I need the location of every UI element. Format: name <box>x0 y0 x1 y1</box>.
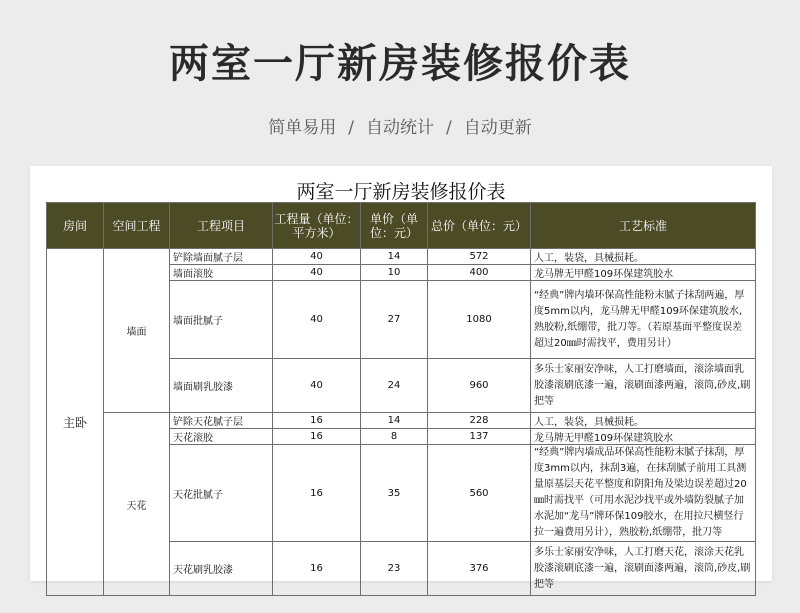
table-row <box>47 249 756 265</box>
item-cell: 墙面批腻子 <box>170 281 273 359</box>
standard-cell: “经典”牌内墙环保高性能粉末腻子抹刮两遍，厚度5mm以内，龙马牌无甲醛109环保建筑胶水,熟胶粉,纸绷带，批刀等。（若原基面平整度误差超过20㎜时需找平，费用另计） <box>531 281 756 359</box>
qty-cell: 40 <box>273 359 361 413</box>
standard-cell <box>531 445 756 542</box>
tag-separator: / <box>446 118 452 138</box>
item-cell: 铲除天花腻子层 <box>170 413 273 429</box>
page-title: 两室一厅新房装修报价表 <box>169 41 631 87</box>
standard-cell: 龙马牌无甲醛109环保建筑胶水 <box>531 265 756 281</box>
item-cell: 铲除墙面腻子层 <box>170 249 273 265</box>
price-cell: 8 <box>361 429 428 445</box>
qty-cell: 40 <box>273 249 361 265</box>
header-quantity: 工程量（单位：平方米） <box>273 203 361 249</box>
standard-cell: 人工，装袋，具械损耗。 <box>531 249 756 265</box>
tag-auto-stats: 自动统计 <box>366 118 434 138</box>
total-cell: 400 <box>428 265 531 281</box>
price-cell: 27 <box>361 281 428 359</box>
total-cell: 572 <box>428 249 531 265</box>
qty-cell: 16 <box>273 429 361 445</box>
item-cell: 天花刷乳胶漆 <box>170 542 273 596</box>
total-cell: 560 <box>428 445 531 542</box>
qty-cell: 40 <box>273 265 361 281</box>
price-cell: 23 <box>361 542 428 596</box>
quote-table <box>46 202 756 596</box>
standard-cell: 人工，装袋，具械损耗。 <box>531 413 756 429</box>
tag-separator: / <box>348 118 354 138</box>
item-cell: 墙面滚胶 <box>170 265 273 281</box>
room-cell: 主卧 <box>47 249 104 596</box>
item-cell: 墙面刷乳胶漆 <box>170 359 273 413</box>
price-cell: 14 <box>361 413 428 429</box>
tag-auto-update: 自动更新 <box>463 118 532 138</box>
standard-cell: 龙马牌无甲醛109环保建筑胶水 <box>531 429 756 445</box>
space-cell: 天花 <box>104 413 170 596</box>
standard-text: “经典”牌内墙成品环保高性能粉末腻子抹刮，厚度3mm以内，抹刮3遍，在抹刮腻子前用工具测量原基层天花平整度和阴阳角及梁边误差超过20㎜时需找平（可用水泥沙找平或外墙防裂腻子加水泥加“龙马”牌环保109胶水，在用拉尺横竖行拉一遍费用另计），熟胶粉,纸绷带，批刀等 <box>534 447 747 538</box>
standard-cell: 多乐士家丽安净味，人工打磨墙面，滚涂墙面乳胶漆滚刷底漆一遍，滚刷面漆两遍，滚筒,砂皮,刷把等 <box>531 359 756 413</box>
qty-cell: 40 <box>273 281 361 359</box>
feature-tags <box>0 113 800 138</box>
price-cell: 10 <box>361 265 428 281</box>
item-cell: 天花滚胶 <box>170 429 273 445</box>
total-cell: 137 <box>428 429 531 445</box>
header-standard: 工艺标准 <box>531 203 756 249</box>
space-cell: 墙面 <box>104 249 170 413</box>
standard-cell: 多乐士家丽安净味，人工打磨天花，滚涂天花乳胶漆滚刷底漆一遍，滚刷面漆两遍，滚筒,砂皮,刷把等 <box>531 542 756 596</box>
price-cell: 35 <box>361 445 428 542</box>
header-total: 总价（单位：元） <box>428 203 531 249</box>
price-cell: 14 <box>361 249 428 265</box>
header-unit-price: 单价（单位：元） <box>361 203 428 249</box>
total-cell: 960 <box>428 359 531 413</box>
qty-cell: 16 <box>273 542 361 596</box>
header-row <box>47 203 756 249</box>
sheet-title: 两室一厅新房装修报价表 <box>296 181 506 203</box>
header-space: 空间工程 <box>104 203 170 249</box>
spreadsheet-preview <box>30 166 772 590</box>
qty-cell: 16 <box>273 445 361 542</box>
qty-cell: 16 <box>273 413 361 429</box>
price-cell: 24 <box>361 359 428 413</box>
header-room: 房间 <box>47 203 104 249</box>
table-row <box>47 413 756 429</box>
header-item: 工程项目 <box>170 203 273 249</box>
total-cell: 376 <box>428 542 531 596</box>
total-cell: 228 <box>428 413 531 429</box>
tag-easy: 简单易用 <box>268 118 337 138</box>
total-cell: 1080 <box>428 281 531 359</box>
item-cell: 天花批腻子 <box>170 445 273 542</box>
